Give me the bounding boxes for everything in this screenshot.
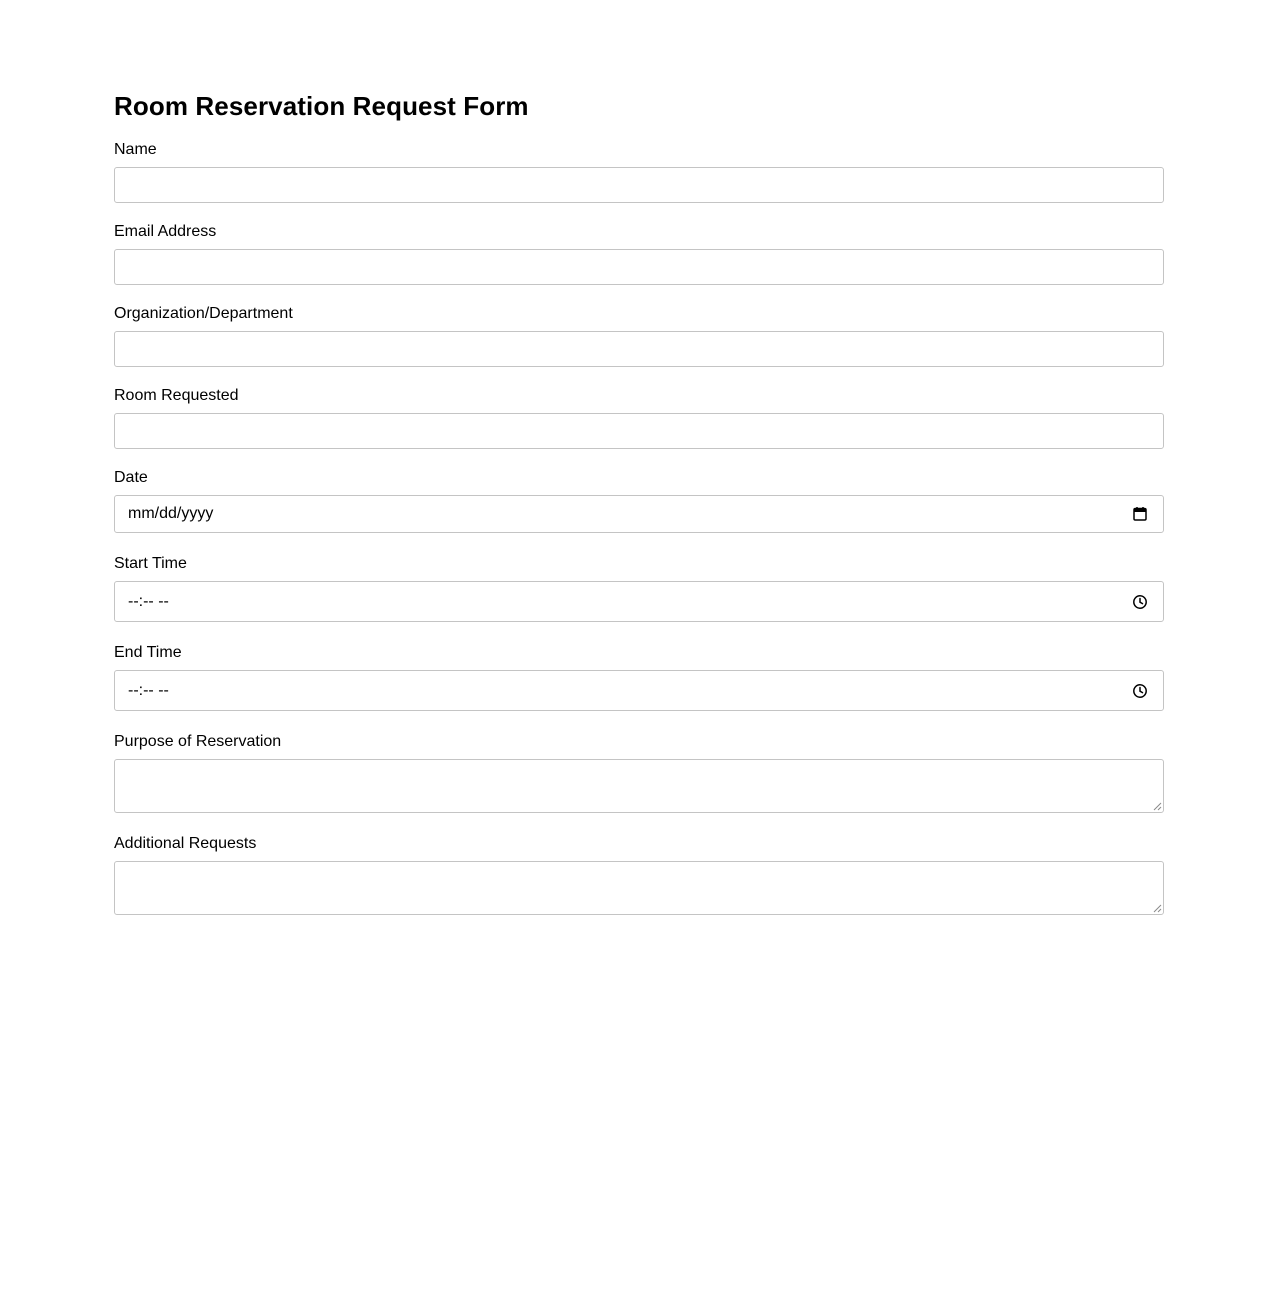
additional-field-group [114,835,1164,915]
resize-handle-icon[interactable] [1153,904,1162,913]
end-time-placeholder: --:-- -- [128,681,169,699]
additional-label: Additional Requests [114,835,257,852]
end-time-input[interactable] [114,670,1164,711]
purpose-field-group [114,733,1164,813]
purpose-textarea[interactable] [114,759,1164,813]
clock-icon[interactable] [1132,683,1148,699]
email-input[interactable] [114,249,1164,285]
date-placeholder: mm/dd/yyyy [128,505,214,522]
start-time-placeholder: --:-- -- [128,592,169,610]
organization-field-group [114,305,1164,367]
additional-textarea[interactable] [114,861,1164,915]
date-field-group [114,469,1164,533]
clock-icon[interactable] [1132,594,1148,610]
start-time-label: Start Time [114,555,187,572]
name-label: Name [114,141,157,158]
start-time-field-group [114,555,1164,622]
purpose-label: Purpose of Reservation [114,733,282,750]
date-input[interactable] [114,495,1164,533]
name-input[interactable] [114,167,1164,203]
reservation-form [114,88,1164,915]
room-field-group [114,387,1164,449]
organization-label: Organization/Department [114,305,293,322]
resize-handle-icon[interactable] [1153,802,1162,811]
room-label: Room Requested [114,387,239,404]
organization-input[interactable] [114,331,1164,367]
calendar-icon[interactable] [1132,506,1148,522]
date-label: Date [114,469,148,486]
start-time-input[interactable] [114,581,1164,622]
email-label: Email Address [114,223,217,240]
room-input[interactable] [114,413,1164,449]
name-field-group [114,141,1164,203]
end-time-label: End Time [114,644,182,661]
page-title: Room Reservation Request Form [114,91,529,121]
end-time-field-group [114,644,1164,711]
email-field-group [114,223,1164,285]
